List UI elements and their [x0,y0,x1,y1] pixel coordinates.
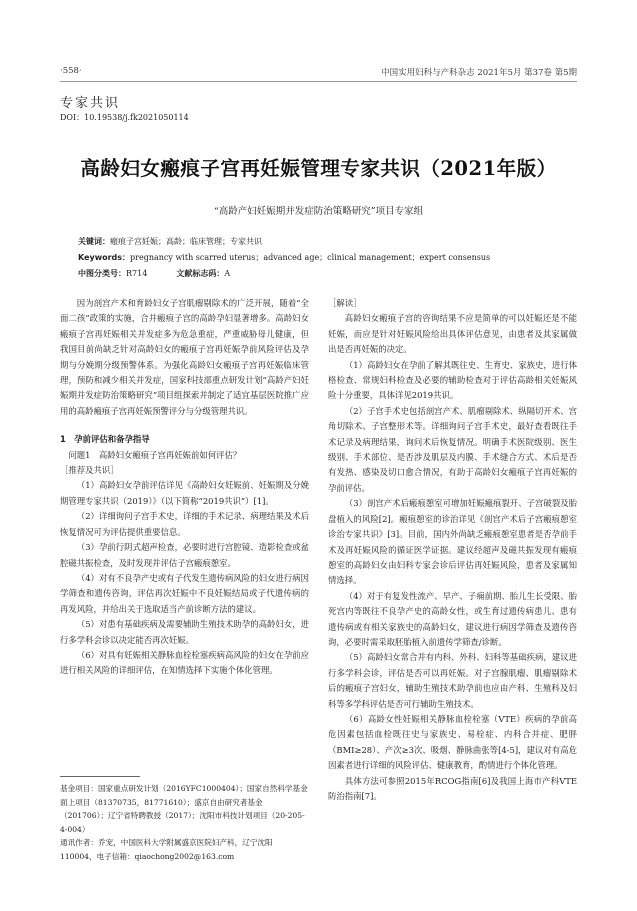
left-column [60,296,309,679]
classification [78,268,578,280]
article-title: 高龄妇女瘢痕子宫再妊娠管理专家共识（2021年版） [80,157,557,180]
keywords-en-label: Keywords： [78,253,131,262]
right-column [328,296,577,804]
intro-paragraph: 因为剖宫产术和育龄妇女子宫肌瘤剔除术的广泛开展，随着“全面二孩”政策的实施，合并瘢痕子宫的高龄孕妇显著增多。高龄妇女瘢痕子宫再妊娠相关并发症多为危急重症，严重威胁母儿健康，但我国目前尚缺乏针对高龄妇女的瘢痕子宫再妊娠孕前风险评估及孕期与分娩期分级预警体系。为强化高龄妇女瘢痕子宫再妊娠临床管理，预防和减少相关并发症，国家科技部重点研发计划“高龄产妇妊娠期并发症防治策略研究”项目组探索并制定了适宜基层医院推广应用的高龄瘢痕子宫再妊娠预警评分与分级管理共识。 [60,298,309,416]
section-heading-1: 1 孕前评估和备孕指导 [60,434,150,445]
keywords-cn [78,236,578,248]
footnote-rule [60,776,140,777]
interpretation-paragraph: 具体方法可参照2015年RCOG指南[6]及我国上海市产科VTE防治指南[7]。 [328,775,577,801]
keywords-cn-label: 关键词： [78,237,110,246]
footnote-corresponding: 通讯作者：乔宠，中国医科大学附属盛京医院妇产科，辽宁沈阳 110004，电子信箱：qiaochong2002@163.com [60,838,273,861]
clc-value: R714 [126,269,148,278]
recommendation-item: （1）高龄妇女孕前评估详见《高龄妇女妊娠前、妊娠期及分娩期管理专家共识（2019）》（以下简称“2019共识”）[1]。 [60,480,309,506]
journal-info: 中国实用妇科与产科杂志 2021年5月 第37卷 第5期 [381,68,577,78]
header-rule [60,81,577,82]
recommendation-item: （5）对患有基础疾病及需要辅助生殖技术助孕的高龄妇女，进行多学科会诊以决定能否再次妊娠。 [60,619,309,645]
footnote-fund: 基金项目：国家重点研发计划（2016YFC1000404）；国家自然科学基金面上项目（81370735，81771610）；盛京自由研究者基金（201706）；辽宁省特聘教授（2017）；沈阳市科技计划项目（20-205-4-004） [60,784,308,834]
recommendation-item: （2）详细询问子宫手术史，详细的手术记录、病理结果及术后恢复情况可为评估提供重要信息。 [60,511,309,537]
doc-code-label: 文献标志码： [176,269,225,278]
clc-label: 中图分类号： [78,269,126,278]
question-1: 问题1 高龄妇女瘢痕子宫再妊娠前如何评估？ [68,449,242,460]
interpretation-paragraph: （4）对于有复发性流产、早产、子痫前期、胎儿生长受限、胎死宫内等既往不良孕产史的高龄女性，或生育过遗传病患儿、患有遗传病或有相关家族史的高龄妇女，建议进行病因学筛查及遗传咨询，必要时需采取胚胎植入前遗传学筛查/诊断。 [328,590,577,647]
recommendation-item: （3）孕前行阴式超声检查，必要时进行宫腔镜、造影检查或盆腔磁共振检查，及时发现并评估子宫瘢痕憩室。 [60,542,309,568]
interpretation-tag: ［解读］ [328,298,362,308]
recommendation-item: （6）对具有妊娠相关静脉血栓栓塞疾病高风险的妇女在孕前应进行相关风险的详细评估，在知情选择下实施个体化管理。 [60,649,309,676]
page-number: ·558· [60,66,82,76]
recommendation-item: （4）对有不良孕产史或有子代发生遗传病风险的妇女进行病因学筛查和遗传咨询，评估再次妊娠中不良妊娠结局或子代遗传病的再发风险，并给出关于选取适当产前诊断方法的建议。 [60,572,309,614]
doc-code-value: A [224,269,231,278]
keywords-en-text: pregnancy with scarred uterus；advanced age；clinical management；expert consensus [130,253,491,262]
doi: DOI：10.19538/j.fk2021050114 [60,113,189,122]
keywords-cn-text: 瘢痕子宫妊娠；高龄；临床管理；专家共识 [110,237,262,246]
recommendation-tag: ［推荐及共识］ [60,465,119,476]
interpretation-paragraph: （6）高龄女性妊娠相关静脉血栓栓塞（VTE）疾病的孕前高危因素包括血栓既往史与家族史、易栓症、内科合并症、肥胖（BMI≥28）、产次≥3次、吸烟、静脉曲张等[4-5]，建议对有高危因素者进行详细的风险评估、健康教育，酌情进行个体化管理。 [328,713,577,771]
keywords-en [78,252,578,264]
interpretation-paragraph: （1）高龄妇女在孕前了解其既往史、生育史、家族史，进行体格检查、常规妇科检查及必要的辅助检查对于评估高龄相关妊娠风险十分重要，具体详见2019共识。 [328,359,577,401]
author-group: “高龄产妇妊娠期并发症防治策略研究”项目专家组 [213,206,424,217]
interpretation-paragraph: （2）子宫手术史包括剖宫产术、肌瘤剔除术、纵隔切开术、宫角切除术、子宫整形术等。详细询问子宫手术史，最好查看既往手术记录及病理结果，询问术后恢复情况。明确手术医院级别、医生级别、手术部位、是否涉及肌层及内膜、手术缝合方式、术后是否有发热、感染及切口愈合情况，有助于高龄妇女瘢痕子宫再妊娠的孕前评估。 [328,405,577,493]
interpretation-paragraph: 高龄妇女瘢痕子宫的咨询结果不应是简单的可以妊娠还是不能妊娠，而应是针对妊娠风险给出具体评估意见，由患者及其家属做出是否再妊娠的决定。 [328,313,577,355]
section-label: 专家共识 [60,96,121,111]
interpretation-paragraph: （5）高龄妇女常合并有内科、外科、妇科等基础疾病，建议进行多学科会诊，评估是否可以再妊娠。对子宫腺肌瘤、肌瘤剔除术后的瘢痕子宫妇女，辅助生殖技术助孕前也应由产科、生殖科及妇科等多学科评估是否可行辅助生殖技术。 [328,652,577,709]
interpretation-paragraph: （3）剖宫产术后瘢痕憩室可增加妊娠瘢痕裂开、子宫破裂及胎盘植入的风险[2]。瘢痕憩室的诊治详见《剖宫产术后子宫瘢痕憩室诊治专家共识》[3]。目前，国内外尚缺乏瘢痕憩室患者是否孕前手术及再妊娠风险的循证医学证据。建议经超声及磁共振发现有瘢痕憩室的高龄妇女由妇科专家会诊后评估再妊娠风险，患者及家属知情选择。 [328,498,577,586]
